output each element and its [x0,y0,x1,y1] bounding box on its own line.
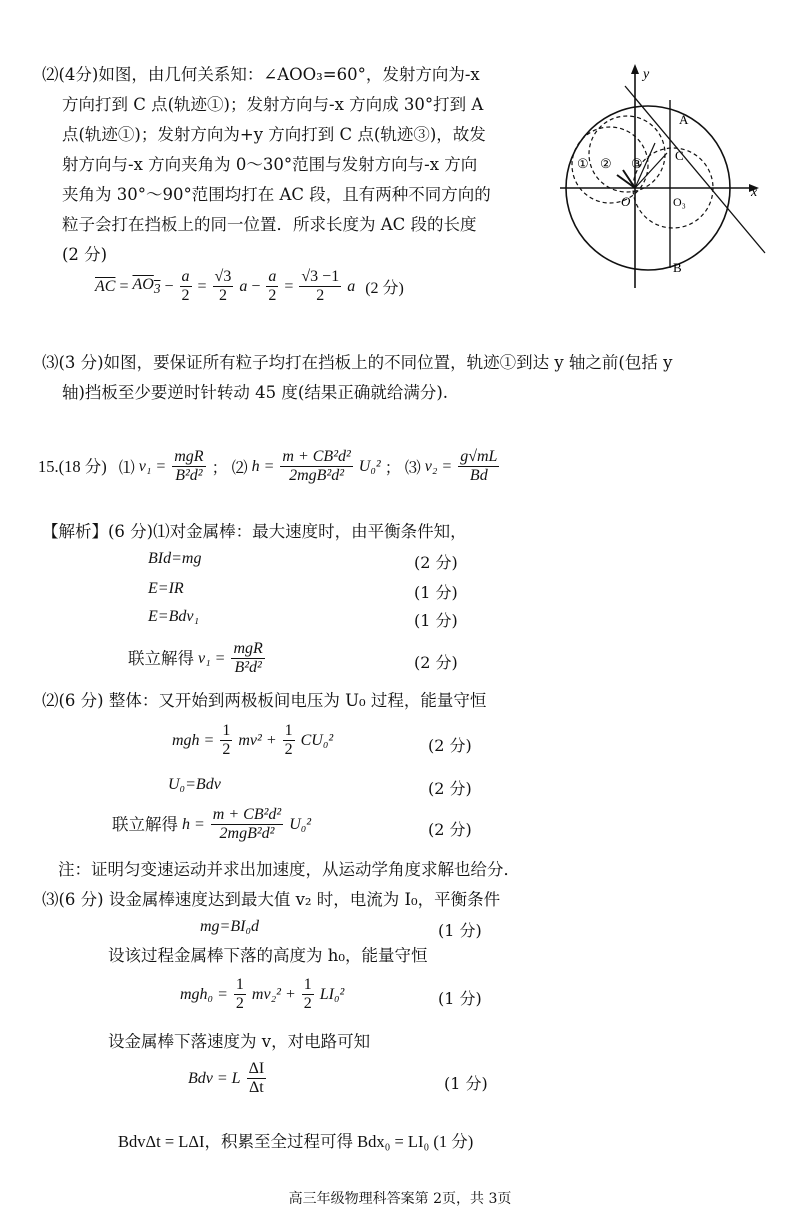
part3-line: 轴)挡板至少要逆时针转动 45 度(结果正确就给满分). [62,383,449,402]
part3-text [42,348,672,408]
frac-sqrt3m1-over-2: $\frac{√3 -1}{2}$ [301,268,340,305]
final-line: BdvΔt = LΔI，积累至全过程可得 Bdx₀ = LI₀ (1 分) [118,1132,474,1151]
score-1: (2 分) [414,553,458,572]
baffle-rotated [625,86,765,253]
trajectory-2 [589,116,665,192]
energy-conservation-eq: mgh = $\frac{1}{2}$ mv² + $\frac{1}{2}$ CU₀² [172,722,334,759]
part2-text [42,60,491,270]
eq-bid-mg: BId=mg [148,550,202,567]
score-9: (1 分) [438,989,482,1008]
part2-line: 点(轨迹①)；发射方向为+y 方向打到 C 点(轨迹③)，故发 [62,125,486,144]
part2-line: 粒子会打在挡板上的同一位置．所求长度为 AC 段的长度 [62,215,477,234]
label-o3: O₃ [673,195,686,209]
label-o: O [621,194,631,209]
part2-line: 方向打到 C 点(轨迹①)；发射方向与-x 方向成 30°打到 A [62,95,484,114]
height-text: 设该过程金属棒下落的高度为 h₀，能量守恒 [108,946,428,965]
solution-intro: 【解析】(6 分)⑴对金属棒：最大速度时，由平衡条件知， [42,522,467,541]
score-7: (2 分) [428,820,472,839]
launch-arrow-2 [623,170,635,188]
part2-solution-head: ⑵(6 分) 整体：又开始到两极板间电压为 U₀ 过程，能量守恒 [42,691,487,710]
part3-line: ⑶(3 分)如图，要保证所有粒子均打在挡板上的不同位置，轨迹①到达 y 轴之前(包括 y [42,353,673,372]
v1-solution: 联立解得 v₁ = $\frac{\text{mgR}}{\text{B²d²}}$ [128,640,263,677]
label-traj-3: ③ [631,156,643,171]
frac-sqrt3-over-2: $\frac{√3}{2}$ [214,268,232,305]
eq-e-bdv1: E=Bdv₁ [148,608,200,625]
launch-arrow-1 [617,175,635,188]
label-c: C [675,148,684,163]
note: 注：证明匀变速运动并求出加速度，从运动学角度求解也给分． [58,860,520,879]
eq-mg-bi0d: mg=BI₀d [200,918,260,935]
circuit-eq: Bdv = L $\frac{\Delta I}{\Delta t}$ [188,1060,265,1097]
frac-a-over-2: $\frac{a}{2}$ [181,268,190,305]
label-traj-2: ② [600,156,612,171]
eq-ao3: $AO_3$ [132,276,161,297]
score-8: (1 分) [438,921,482,940]
score-3: (1 分) [414,611,458,630]
h-solution: 联立解得 h = $\frac{\text{m + CB²d²}}{\text{2mgB²d²}}$ U₀² [112,806,312,843]
circuit-text: 设金属棒下落速度为 v，对电路可知 [108,1032,371,1051]
score-2: (1 分) [414,583,458,602]
label-x: x [751,185,758,200]
label-y: y [643,67,650,82]
part2-line: 夹角为 30°～90°范围均打在 AC 段，且有两种不同方向的 [62,185,491,204]
score-4: (2 分) [414,653,458,672]
y-axis-arrow [631,64,639,74]
part2-line: (2 分) [62,245,108,264]
eq-ac: $\overline{AC}$ [95,277,116,295]
label-traj-1: ① [577,156,589,171]
frac-a-over-2b: $\frac{a}{2}$ [268,268,277,305]
label-a: A [679,112,689,127]
score-5: (2 分) [428,736,472,755]
part2-line: 射方向与-x 方向夹角为 0～30°范围与发射方向与-x 方向 [62,155,478,174]
part2-line: ⑵(4分)如图，由几何关系知：∠AOO₃=60°，发射方向为-x [42,65,480,84]
score-6: (2 分) [428,779,472,798]
q15-head: 15.(18 分) [38,456,107,476]
eq-e-ir: E=IR [148,580,184,597]
ac-length-equation: $\overline{AC}$ = $AO_3$ − $\frac{a}{2}$ = $\frac{√3}{2}$ a − $\frac{a}{2}$ = $\frac{√3 -1}{2}$ a (2 分) [95,268,404,305]
q15-answer-line: 15.(18 分) ⑴ v₁ = $\frac{\text{mgR}}{\text{B²d²}}$ ； ⑵ h = $\frac{\text{m + CB²d²}}{\text{2mgB²d²}}$ U₀² ； ⑶ v₂ = $\frac{g√mL}{Bd}$ [38,448,498,485]
page-footer: 高三年级物理科答案第 2页，共 3页 [288,1191,512,1207]
eq-u0-bdv: U₀=Bdv [168,776,221,793]
geometry-diagram [555,58,770,298]
label-b: B [673,260,682,275]
score-10: (1 分) [444,1074,488,1093]
part3-solution-head: ⑶(6 分) 设金属棒速度达到最大值 v₂ 时，电流为 I₀，平衡条件 [42,890,501,909]
energy-eq-h0: mgh₀ = $\frac{1}{2}$ mv₂² + $\frac{1}{2}$ LI₀² [180,976,345,1013]
